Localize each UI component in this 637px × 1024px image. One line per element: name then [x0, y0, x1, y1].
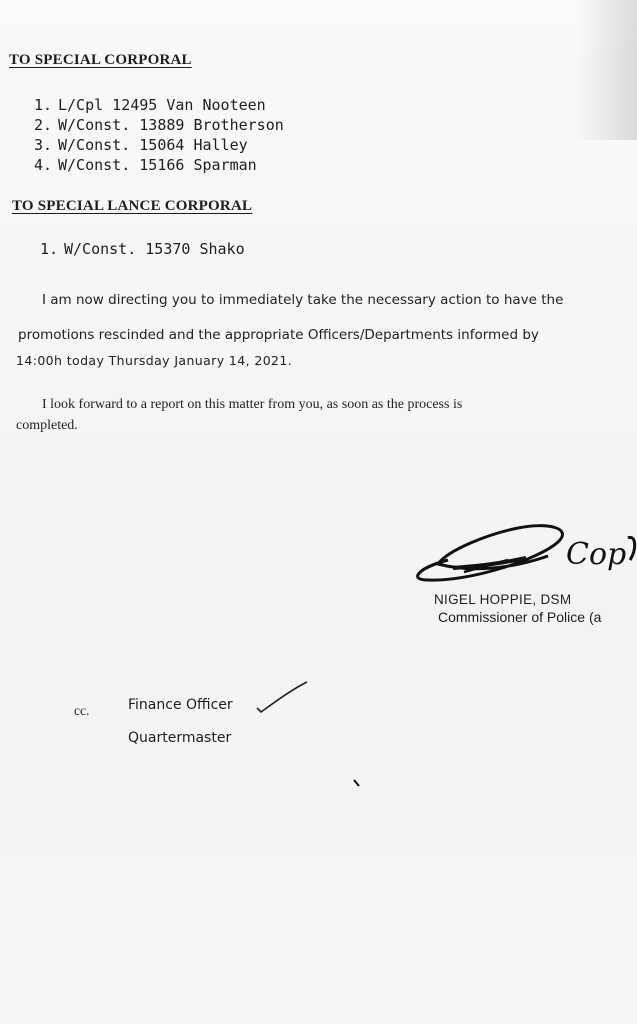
paragraph-line: I look forward to a report on this matter from you, as soon as the process is: [42, 397, 463, 412]
cc-recipient: Quartermaster: [128, 730, 232, 746]
cc-recipient: Finance Officer: [128, 697, 233, 713]
special-corporal-list: [34, 95, 284, 175]
signature-image: [408, 520, 637, 592]
list-item: 4. W/Const. 15166 Sparman: [34, 156, 257, 174]
list-item: 1. W/Const. 15370 Shako: [40, 240, 245, 258]
heading-special-lance-corporal: TO SPECIAL LANCE CORPORAL: [12, 198, 253, 214]
paragraph-line: promotions rescinded and the appropriate Officers/Departments informed by: [18, 327, 539, 343]
list-item: 3. W/Const. 15064 Halley: [34, 136, 248, 154]
signatory-title: Commissioner of Police (a: [438, 609, 602, 625]
paragraph-line: I am now directing you to immediately take the necessary action to have the: [42, 292, 564, 308]
signatory-name: NIGEL HOPPIE, DSM: [434, 592, 572, 607]
paragraph-line: 14:00h today Thursday January 14, 2021.: [16, 353, 293, 368]
checkmark-icon: [255, 680, 311, 716]
ink-mark: [352, 778, 362, 788]
list-item: 2. W/Const. 13889 Brotherson: [34, 116, 284, 134]
heading-special-corporal: TO SPECIAL CORPORAL: [9, 52, 192, 68]
cc-label: cc.: [74, 703, 90, 718]
list-item: 1. L/Cpl 12495 Van Nooteen: [34, 96, 266, 114]
svg-text:Cop: Cop: [566, 537, 627, 572]
paragraph-line: completed.: [16, 418, 78, 433]
special-lance-corporal-list: [40, 239, 245, 259]
